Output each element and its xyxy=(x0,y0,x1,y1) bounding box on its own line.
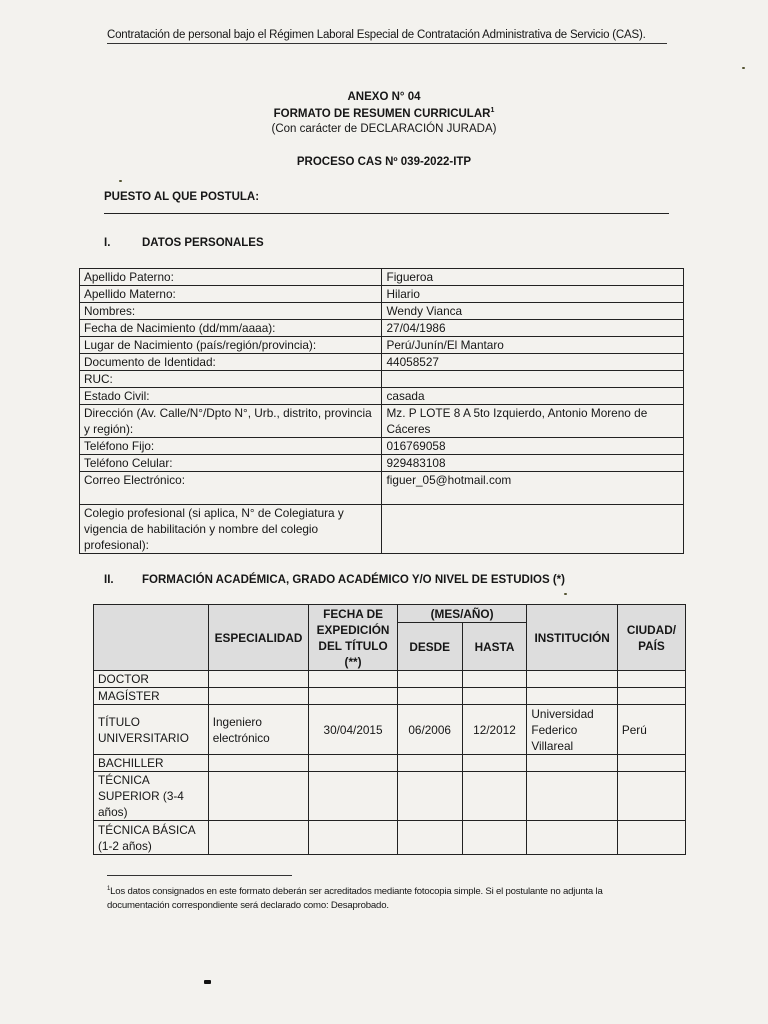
from-cell xyxy=(397,772,462,821)
institution-cell xyxy=(527,821,617,855)
field-label: Fecha de Nacimiento (dd/mm/aaaa): xyxy=(80,320,382,337)
field-value: 016769058 xyxy=(382,438,684,455)
section-academic-title xyxy=(104,574,565,586)
field-value: 44058527 xyxy=(382,354,684,371)
to-cell xyxy=(462,671,527,688)
scan-speck xyxy=(564,593,567,595)
column-header-city-country: CIUDAD/ PAÍS xyxy=(617,605,685,671)
field-label: Apellido Paterno: xyxy=(80,269,382,286)
specialty-cell xyxy=(208,688,309,705)
sworn-statement-note: (Con carácter de DECLARACIÓN JURADA) xyxy=(271,123,497,135)
field-label: Correo Electrónico: xyxy=(80,472,382,505)
from-cell xyxy=(397,688,462,705)
process-number: PROCESO CAS Nº 039-2022-ITP xyxy=(296,156,472,168)
table-row xyxy=(80,405,684,438)
specialty-cell xyxy=(208,671,309,688)
level-cell: MAGÍSTER xyxy=(94,688,209,705)
level-cell: TÉCNICA BÁSICA (1-2 años) xyxy=(94,821,209,855)
field-label: Colegio profesional (si aplica, N° de Colegiatura y vigencia de habilitación y nombre del colegio profesional): xyxy=(80,505,382,554)
column-header-from: DESDE xyxy=(397,623,462,671)
field-label: Nombres: xyxy=(80,303,382,320)
from-cell xyxy=(397,755,462,772)
table-row xyxy=(80,337,684,354)
issue-date-cell xyxy=(309,688,397,705)
to-cell xyxy=(462,688,527,705)
to-cell: 12/2012 xyxy=(462,705,527,755)
level-cell: DOCTOR xyxy=(94,671,209,688)
table-row xyxy=(80,320,684,337)
from-cell: 06/2006 xyxy=(397,705,462,755)
city-cell xyxy=(617,772,685,821)
field-value xyxy=(382,371,684,388)
table-row xyxy=(94,705,686,755)
table-row xyxy=(94,772,686,821)
table-row xyxy=(94,755,686,772)
issue-date-cell xyxy=(309,772,397,821)
table-row xyxy=(80,472,684,505)
column-header-specialty: ESPECIALIDAD xyxy=(208,605,309,671)
page-header: Contratación de personal bajo el Régimen Laboral Especial de Contratación Administrativa de Servicio (CAS). xyxy=(107,29,667,44)
issue-date-cell xyxy=(309,671,397,688)
institution-cell xyxy=(527,671,617,688)
field-label: Dirección (Av. Calle/N°/Dpto N°, Urb., distrito, provincia y región): xyxy=(80,405,382,438)
specialty-cell: Ingeniero electrónico xyxy=(208,705,309,755)
level-cell: TÍTULO UNIVERSITARIO xyxy=(94,705,209,755)
footnote-marker: 1 xyxy=(107,886,111,892)
field-label: Apellido Materno: xyxy=(80,286,382,303)
section-title-text: FORMACIÓN ACADÉMICA, GRADO ACADÉMICO Y/O NIVEL DE ESTUDIOS (*) xyxy=(142,574,565,586)
field-label: Teléfono Fijo: xyxy=(80,438,382,455)
table-row xyxy=(80,505,684,554)
city-cell xyxy=(617,755,685,772)
field-value: Figueroa xyxy=(382,269,684,286)
table-row xyxy=(80,303,684,320)
table-row xyxy=(94,688,686,705)
column-header-month-year: (MES/AÑO) xyxy=(397,605,527,623)
section-number: I. xyxy=(104,237,111,249)
to-cell xyxy=(462,755,527,772)
field-label: RUC: xyxy=(80,371,382,388)
city-cell xyxy=(617,688,685,705)
specialty-cell xyxy=(208,821,309,855)
section-personal-data-title xyxy=(104,237,264,249)
position-label xyxy=(104,191,669,203)
table-row xyxy=(80,455,684,472)
field-value: casada xyxy=(382,388,684,405)
field-value: figuer_05@hotmail.com xyxy=(382,472,684,505)
table-row xyxy=(94,821,686,855)
section-number: II. xyxy=(104,574,114,586)
field-label: Estado Civil: xyxy=(80,388,382,405)
issue-date-cell xyxy=(309,755,397,772)
table-header-row xyxy=(94,605,686,623)
from-cell xyxy=(397,671,462,688)
footnote-ref: 1 xyxy=(490,107,495,114)
specialty-cell xyxy=(208,755,309,772)
from-cell xyxy=(397,821,462,855)
level-cell: BACHILLER xyxy=(94,755,209,772)
table-row xyxy=(80,286,684,303)
table-row xyxy=(80,371,684,388)
column-header-institution: INSTITUCIÓN xyxy=(527,605,617,671)
city-cell: Perú xyxy=(617,705,685,755)
footnote-divider xyxy=(107,875,292,876)
field-value: 27/04/1986 xyxy=(382,320,684,337)
section-title-text: DATOS PERSONALES xyxy=(142,237,264,249)
table-row xyxy=(80,354,684,371)
issue-date-cell: 30/04/2015 xyxy=(309,705,397,755)
institution-cell: Universidad Federico Villareal xyxy=(527,705,617,755)
position-label-text: PUESTO AL QUE POSTULA: xyxy=(104,191,260,203)
field-label: Lugar de Nacimiento (país/región/provincia): xyxy=(80,337,382,354)
column-header-level xyxy=(94,605,209,671)
issue-date-cell xyxy=(309,821,397,855)
table-row xyxy=(80,438,684,455)
position-underline xyxy=(104,213,669,214)
field-value: Mz. P LOTE 8 A 5to Izquierdo, Antonio Moreno de Cáceres xyxy=(382,405,684,438)
column-header-issue-date: FECHA DE EXPEDICIÓN DEL TÍTULO (**) xyxy=(309,605,397,671)
field-value xyxy=(382,505,684,554)
institution-cell xyxy=(527,772,617,821)
specialty-cell xyxy=(208,772,309,821)
table-row xyxy=(94,671,686,688)
institution-cell xyxy=(527,688,617,705)
annex-number: ANEXO N° 04 xyxy=(347,91,421,103)
scan-speck xyxy=(742,67,745,69)
scan-speck xyxy=(119,180,122,182)
table-row xyxy=(80,388,684,405)
personal-data-table xyxy=(79,268,684,554)
institution-cell xyxy=(527,755,617,772)
field-value: Wendy Vianca xyxy=(382,303,684,320)
city-cell xyxy=(617,821,685,855)
column-header-to: HASTA xyxy=(462,623,527,671)
footnote-text: Los datos consignados en este formato deberán ser acreditados mediante fotocopia simple. Si el postulante no adjunta la documentación correspondiente será declarado como: Desaprobado. xyxy=(107,886,603,912)
table-row xyxy=(80,269,684,286)
level-cell: TÉCNICA SUPERIOR (3-4 años) xyxy=(94,772,209,821)
academic-table xyxy=(93,604,686,855)
footnote xyxy=(107,882,627,913)
field-label: Documento de Identidad: xyxy=(80,354,382,371)
field-value: Hilario xyxy=(382,286,684,303)
field-value: 929483108 xyxy=(382,455,684,472)
form-title xyxy=(0,107,768,120)
field-label: Teléfono Celular: xyxy=(80,455,382,472)
scan-mark xyxy=(204,980,211,984)
to-cell xyxy=(462,772,527,821)
city-cell xyxy=(617,671,685,688)
field-value: Perú/Junín/El Mantaro xyxy=(382,337,684,354)
to-cell xyxy=(462,821,527,855)
form-title-text: FORMATO DE RESUMEN CURRICULAR xyxy=(273,107,491,120)
